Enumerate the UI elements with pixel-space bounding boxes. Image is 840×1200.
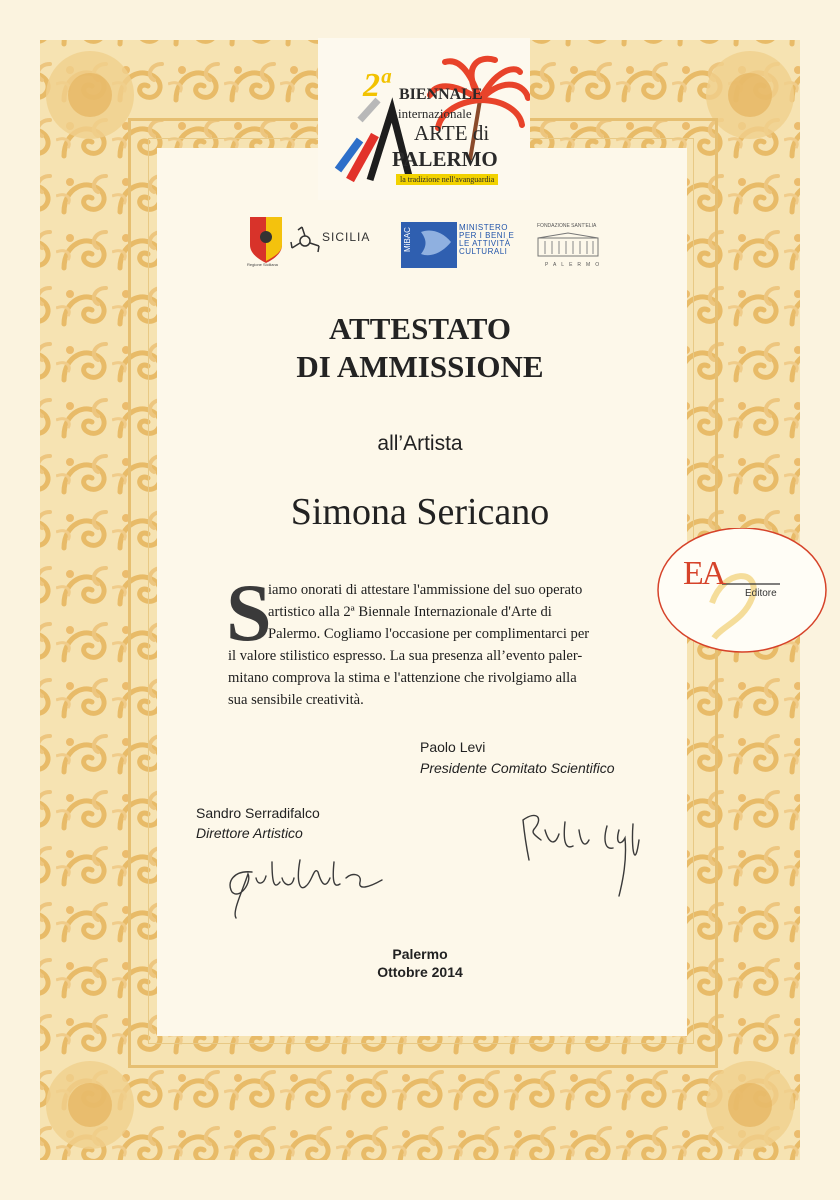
logo-arte-text: ARTE di xyxy=(414,121,490,145)
ministero-line-4: CULTURALI xyxy=(459,247,508,256)
recipient-prefix: all’Artista xyxy=(377,432,463,455)
trinacria-icon xyxy=(290,226,320,256)
fondazione-city: PALERMO xyxy=(545,262,605,268)
ministero-label xyxy=(459,224,514,256)
ministero-line-3: LE ATTIVITÀ xyxy=(459,239,511,248)
fondazione-label: FONDAZIONE SANT'ELIA xyxy=(537,223,597,229)
body-line: sua sensibile creatività. xyxy=(228,692,364,708)
certificate-title-line2: DI AMMISSIONE xyxy=(296,349,544,384)
director-signature xyxy=(222,842,392,924)
mibac-label: MiBAC xyxy=(403,227,412,252)
regione-siciliana-logo xyxy=(246,215,286,267)
logo-tagline: la tradizione nell'avanguardia xyxy=(396,174,498,185)
recipient-name: Simona Sericano xyxy=(290,491,550,533)
president-signature xyxy=(515,800,655,900)
president-role: Presidente Comitato Scientifico xyxy=(420,760,615,776)
stamp-publisher: Editore xyxy=(745,588,777,599)
body-line: Palermo. Cogliamo l'occasione per complimentarci per xyxy=(268,626,590,642)
fondazione-building-icon xyxy=(537,232,599,258)
logo-biennale-text: BIENNALE xyxy=(399,86,483,103)
ministero-line-2: PER I BENI E xyxy=(459,231,515,240)
sicilia-label: SICILIA xyxy=(322,230,371,244)
ministero-line-1: MINISTERO xyxy=(459,223,508,232)
body-line: il valore stilistico espresso. La sua presenza all’evento paler- xyxy=(228,648,583,664)
logo-internazionale-text: internazionale xyxy=(398,106,472,121)
logo-edition: 2ª xyxy=(363,67,390,104)
certificate-title-line1: ATTESTATO xyxy=(328,311,512,346)
body-line: artistico alla 2ª Biennale Internazionale d'Arte di xyxy=(268,604,552,620)
editore-stamp xyxy=(652,528,832,658)
regione-label: Regione Siciliana xyxy=(247,262,278,267)
stamp-ea-mark: EA xyxy=(683,555,725,592)
issue-place: Palermo xyxy=(392,946,448,962)
logo-palermo-text: PALERMO xyxy=(392,147,498,171)
dropcap-letter: S xyxy=(226,567,272,658)
director-name: Sandro Serradifalco xyxy=(196,805,320,821)
director-role: Direttore Artistico xyxy=(196,825,303,841)
issue-date: Ottobre 2014 xyxy=(377,964,463,980)
body-paragraph xyxy=(228,579,628,711)
body-line: iamo onorati di attestare l'ammissione del suo operato xyxy=(268,582,583,598)
body-line: mitano comprova la stima e l'attenzione che rivolgiamo alla xyxy=(228,670,577,686)
president-name: Paolo Levi xyxy=(420,739,486,755)
